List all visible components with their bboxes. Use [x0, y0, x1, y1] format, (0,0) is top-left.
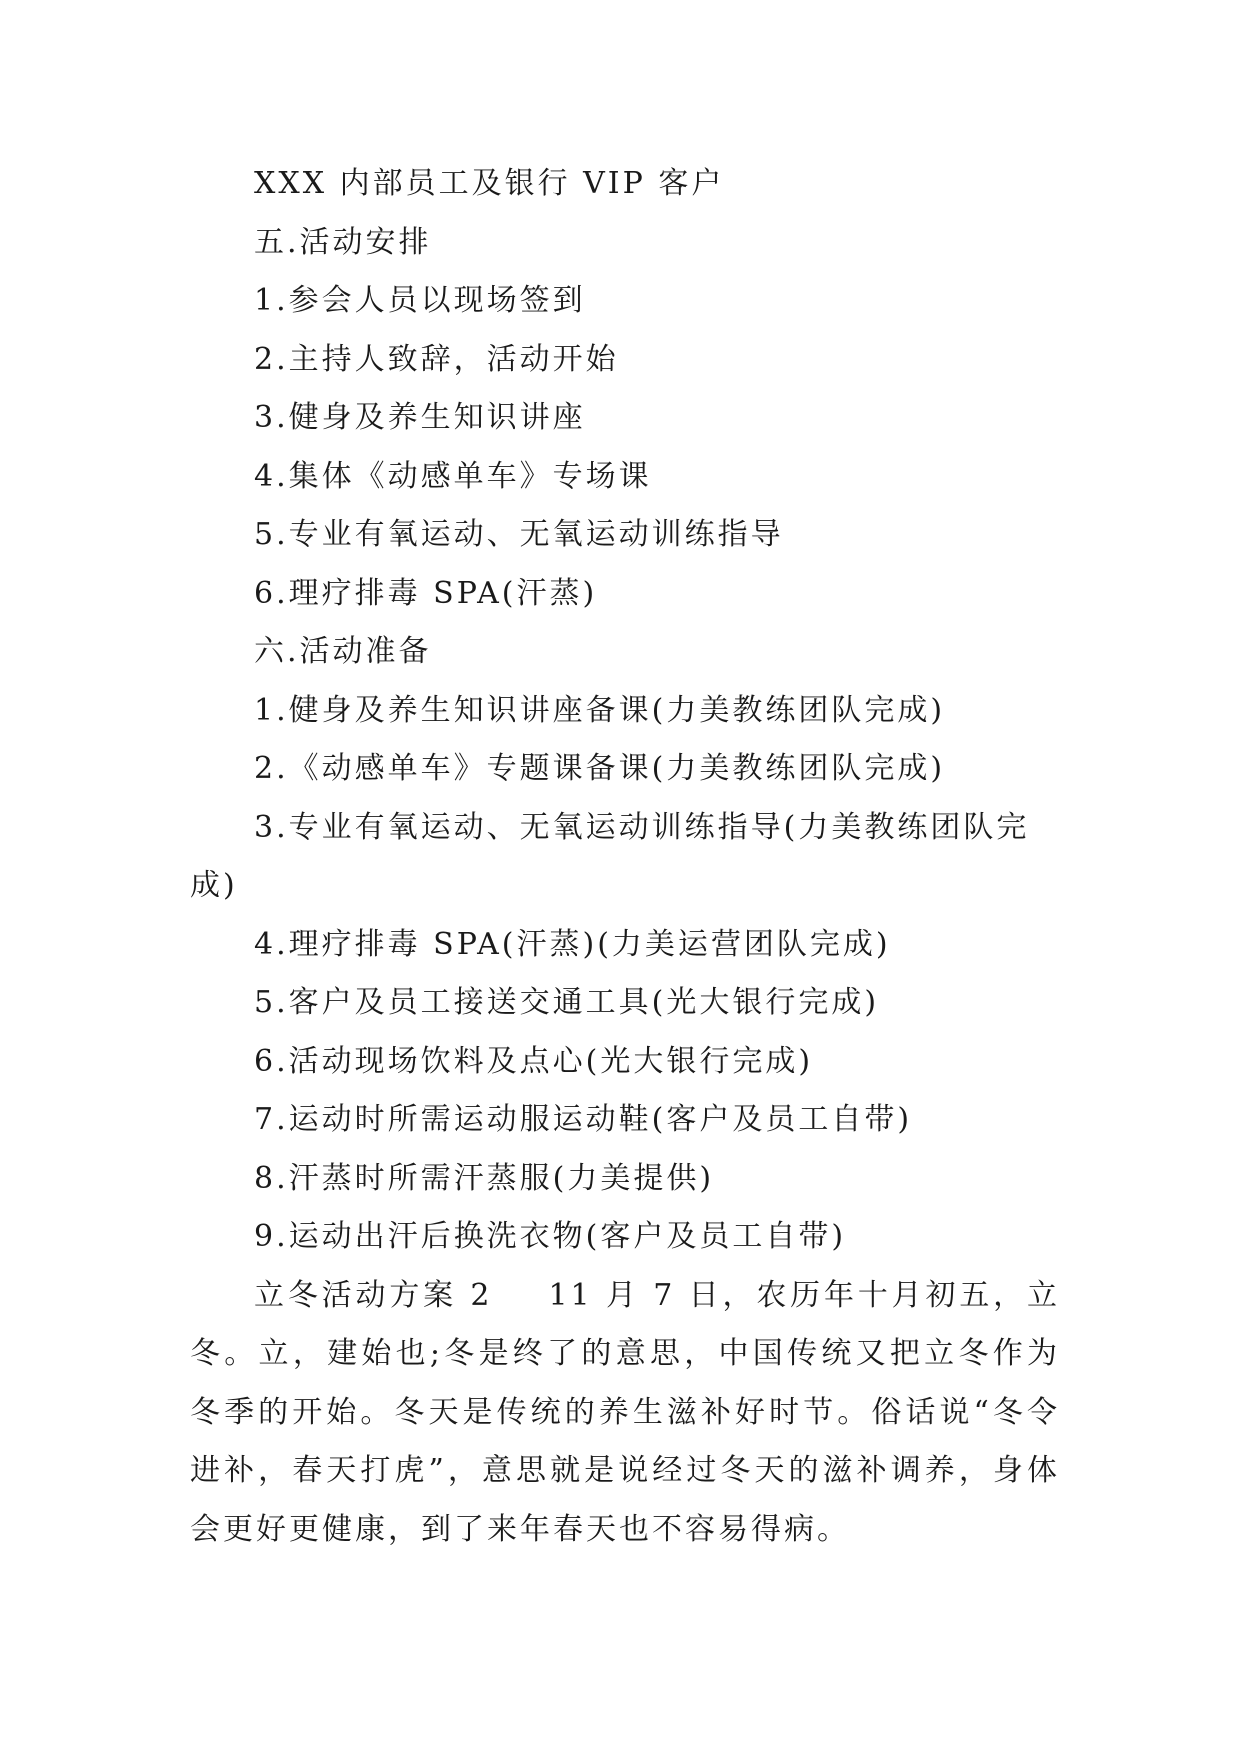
document-page — [190, 155, 1060, 1559]
arrangement-item-3: 3.健身及养生知识讲座 — [254, 400, 586, 435]
arrangement-item-2: 2.主持人致辞，活动开始 — [254, 341, 619, 377]
winter-plan-heading: 立冬活动方案 2 — [254, 1277, 493, 1313]
audience-line: XXX 内部员工及银行 VIP 客户 — [254, 166, 725, 201]
section-heading-activity-preparation: 六.活动准备 — [254, 634, 432, 669]
preparation-item-7: 7.运动时所需运动服运动鞋(客户及员工自带) — [254, 1102, 913, 1137]
preparation-item-5: 5.客户及员工接送交通工具(光大银行完成) — [254, 985, 880, 1020]
section-heading-activity-arrangement: 五.活动安排 — [254, 224, 432, 260]
preparation-item-9: 9.运动出汗后换洗衣物(客户及员工自带) — [254, 1219, 847, 1254]
winter-plan-paragraph — [190, 1267, 1060, 1560]
winter-plan-body: 11 月 7 日，农历年十月初五，立冬。立，建始也;冬是终了的意思，中国传统又把立冬作为冬季的开始。冬天是传统的养生滋补好时节。俗话说“冬令进补，春天打虎”，意思就是说经过冬天的滋补调养，身体会更好更健康，到了来年春天也不容易得病。 — [190, 1277, 1061, 1547]
arrangement-item-4: 4.集体《动感单车》专场课 — [254, 458, 652, 494]
preparation-item-4: 4.理疗排毒 SPA(汗蒸)(力美运营团队完成) — [254, 926, 891, 962]
arrangement-item-6: 6.理疗排毒 SPA(汗蒸) — [254, 575, 598, 611]
preparation-item-3: 3.专业有氧运动、无氧运动训练指导(力美教练团队完成) — [190, 809, 1030, 903]
preparation-item-6: 6.活动现场饮料及点心(光大银行完成) — [254, 1043, 814, 1079]
preparation-item-8: 8.汗蒸时所需汗蒸服(力美提供) — [254, 1160, 715, 1196]
preparation-item-2: 2.《动感单车》专题课备课(力美教练团队完成) — [254, 751, 946, 786]
arrangement-item-1: 1.参会人员以现场签到 — [254, 283, 586, 318]
preparation-item-1: 1.健身及养生知识讲座备课(力美教练团队完成) — [254, 692, 946, 728]
arrangement-item-5: 5.专业有氧运动、无氧运动训练指导 — [254, 517, 784, 552]
